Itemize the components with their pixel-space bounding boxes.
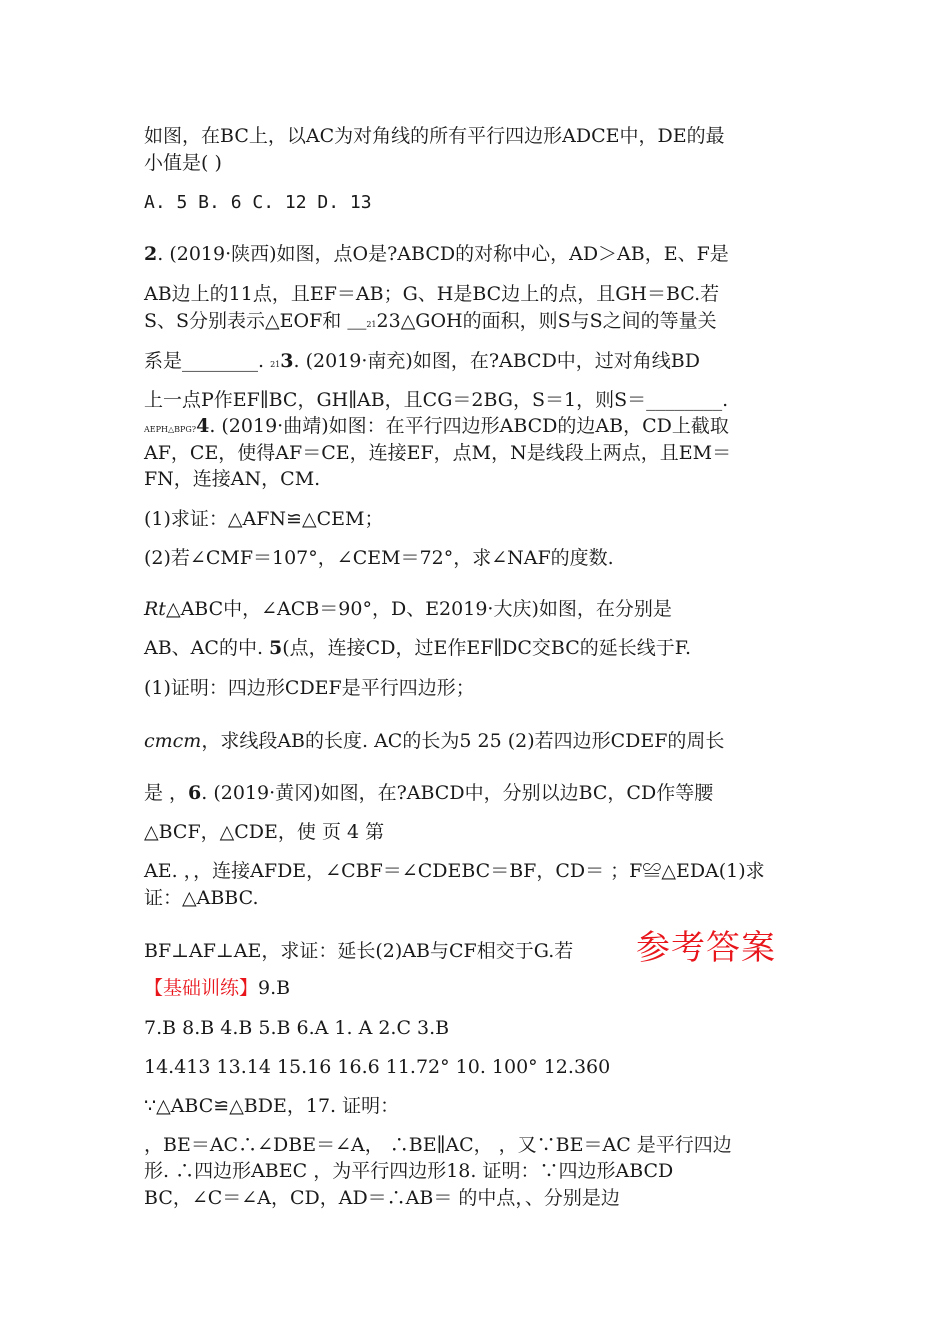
answer-line: ，BE＝AC∴∠DBE＝∠A， ∴BE∥AC， ，又∵BE＝AC 是平行四边 <box>144 1134 732 1156</box>
question-text-line: AF，CE，使得AF＝CE，连接EF，点M，N是线段上两点，且EM＝ <box>144 442 732 464</box>
question-number: 2 <box>144 243 158 265</box>
question-number: 4 <box>196 415 210 437</box>
subscript-text: 21 <box>366 320 377 329</box>
question-text-line: (1)求证：△AFN≌△CEM； <box>144 508 384 530</box>
question-text-line: △BCF，△CDE，使 页 4 第 <box>144 821 385 843</box>
question-number: 5 <box>269 637 283 659</box>
question-text: S、S分别表示△EOF和 ＿ <box>144 310 367 332</box>
question-text-line <box>144 309 717 337</box>
question-number: 6 <box>188 782 202 804</box>
question-text-line: 如图，在BC上，以AC为对角线的所有平行四边形ADCE中，DE的最 <box>144 125 725 147</box>
answer-line: 14.413 13.14 15.16 16.6 11.72° 10. 100° 12.360 <box>144 1056 611 1078</box>
question-text-line <box>144 781 713 805</box>
question-number: 3 <box>280 350 294 372</box>
question-text: (点，连接CD，过E作EF∥DC交BC的延长线于F. <box>282 637 692 659</box>
question-text-line <box>144 242 729 266</box>
question-text: △ABC中，∠ACB＝90°，D、E2019·大庆)如图，在分别是 <box>165 598 672 620</box>
question-text: AB、AC的中. <box>144 637 270 659</box>
answer-line: BC，∠C＝∠A，CD，AD＝∴AB＝ 的中点，、分别是边 <box>144 1187 620 1209</box>
question-text-line: AB边上的11点，且EF＝AB；G、H是BC边上的点，且GH＝BC.若 <box>144 283 720 305</box>
italic-text: Rt <box>144 598 166 620</box>
question-text: 23△GOH的面积，则S与S之间的等量关 <box>376 310 717 332</box>
italic-text: cmcm <box>144 730 202 752</box>
question-text: 是 ， <box>144 782 189 804</box>
answer-line <box>144 976 290 1000</box>
answer-options: A. 5 B. 6 C. 12 D. 13 <box>144 192 372 213</box>
question-text: ，求线段AB的长度. AC的长为5 25 (2)若四边形CDEF的周长 <box>201 730 725 752</box>
question-text: . (2019·曲靖)如图：在平行四边形ABCD的边AB，CD上截取 <box>209 415 729 437</box>
answer-heading: 参考答案 <box>636 928 776 968</box>
question-text-line <box>144 349 700 377</box>
subscript-text: AEPH△BPG? <box>144 425 197 434</box>
question-text: 系是________. <box>144 350 271 372</box>
question-text-line: 证：△ABBC. <box>144 887 259 909</box>
answer-line: 形. ∴四边形ABEC ，为平行四边形18. 证明：∵四边形ABCD <box>144 1160 674 1182</box>
subscript-text: 21 <box>270 360 281 369</box>
question-text-line <box>144 597 672 621</box>
question-text: . (2019·陕西)如图，点O是?ABCD的对称中心，AD＞AB，E、F是 <box>157 243 729 265</box>
question-text-line: (1)证明：四边形CDEF是平行四边形； <box>144 677 475 699</box>
answer-line: ∵△ABC≌△BDE，17. 证明： <box>144 1095 400 1117</box>
answer-text: 9.B <box>258 977 291 999</box>
question-text-line <box>144 636 691 660</box>
question-text-line: 上一点P作EF∥BC，GH∥AB，且CG＝2BG，S＝1，则S＝________. <box>144 389 729 411</box>
question-text-line: BF⊥AF⊥AE，求证：延长(2)AB与CF相交于G.若 <box>144 940 574 962</box>
question-text-line: (2)若∠CMF＝107°，∠CEM＝72°，求∠NAF的度数. <box>144 547 614 569</box>
question-text-line <box>144 414 729 442</box>
question-text-line <box>144 729 724 753</box>
question-text-line: AE. ，，连接AFDE，∠CBF＝∠CDEBC＝BF，CD＝ ；F≌△EDA(1)求 <box>144 860 765 882</box>
answer-line: 7.B 8.B 4.B 5.B 6.A 1. A 2.C 3.B <box>144 1017 450 1039</box>
question-text: . (2019·南充)如图，在?ABCD中，过对角线BD <box>293 350 701 372</box>
question-text-line: 小值是( ) <box>144 152 222 174</box>
section-label: 【基础训练】 <box>144 977 259 999</box>
question-text-line: FN，连接AN，CM. <box>144 468 321 490</box>
question-text: . (2019·黄冈)如图，在?ABCD中，分别以边BC，CD作等腰 <box>201 782 714 804</box>
